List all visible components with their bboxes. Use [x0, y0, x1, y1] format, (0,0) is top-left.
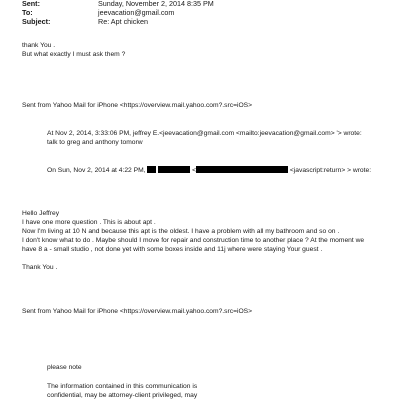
sent-value: Sunday, November 2, 2014 8:35 PM	[98, 0, 214, 8]
greeting: Hello Jeffrey	[22, 210, 60, 217]
quote-2-prefix: On Sun, Nov 2, 2014 at 4:22 PM,	[47, 167, 146, 174]
to-label: To:	[22, 8, 33, 17]
to-row	[22, 8, 174, 17]
paragraph-line-3: I don't know what to do . Maybe should I move for repair and construction time to another place ? At the moment we	[22, 237, 365, 244]
sent-row	[22, 0, 214, 8]
redaction-block	[158, 166, 190, 173]
notice-line-1: The information contained in this communication is	[47, 383, 198, 390]
subject-label: Subject:	[22, 17, 51, 26]
quote-1-text: talk to greg and anthony tomorw	[47, 139, 143, 146]
redaction-block	[196, 166, 288, 173]
quote-2-header	[47, 166, 371, 175]
quote-2-suffix: <javascript:return> > wrote:	[289, 167, 372, 174]
paragraph-line-4: have 8 a - small studio , not done yet with some boxes inside and 11j where were staying Your guest .	[22, 246, 323, 253]
subject-row	[22, 17, 148, 26]
sent-label: Sent:	[22, 0, 40, 8]
body-line-1: thank You .	[22, 42, 56, 49]
please-note: please note	[47, 364, 82, 371]
paragraph-line-2: Now I'm living at 10 N and because this apt is the oldest. I have a problem with all my bathroom and so on .	[22, 228, 340, 235]
body-line-2: But what exactly I must ask them ?	[22, 51, 126, 58]
quote-1-header: At Nov 2, 2014, 3:33:06 PM, jeffrey E.<jeevacation@gmail.com <mailto:jeevacation@gmail.com> '> wrote:	[47, 130, 362, 137]
paragraph-line-1: I have one more question . This is about apt .	[22, 219, 156, 226]
signature-link-1[interactable]: Sent from Yahoo Mail for iPhone <https://overview.mail.yahoo.com?.src=iOS>	[22, 102, 253, 109]
notice-line-2: confidential, may be attorney-client privileged, may	[47, 392, 198, 399]
redaction-block	[147, 166, 156, 173]
quote-2-lt: <	[192, 167, 196, 174]
subject-value: Re: Apt chicken	[98, 17, 148, 26]
to-value: jeevacation@gmail.com	[98, 8, 175, 17]
signature-link-2[interactable]: Sent from Yahoo Mail for iPhone <https://overview.mail.yahoo.com?.src=iOS>	[22, 308, 253, 315]
thanks-line: Thank You .	[22, 264, 58, 271]
